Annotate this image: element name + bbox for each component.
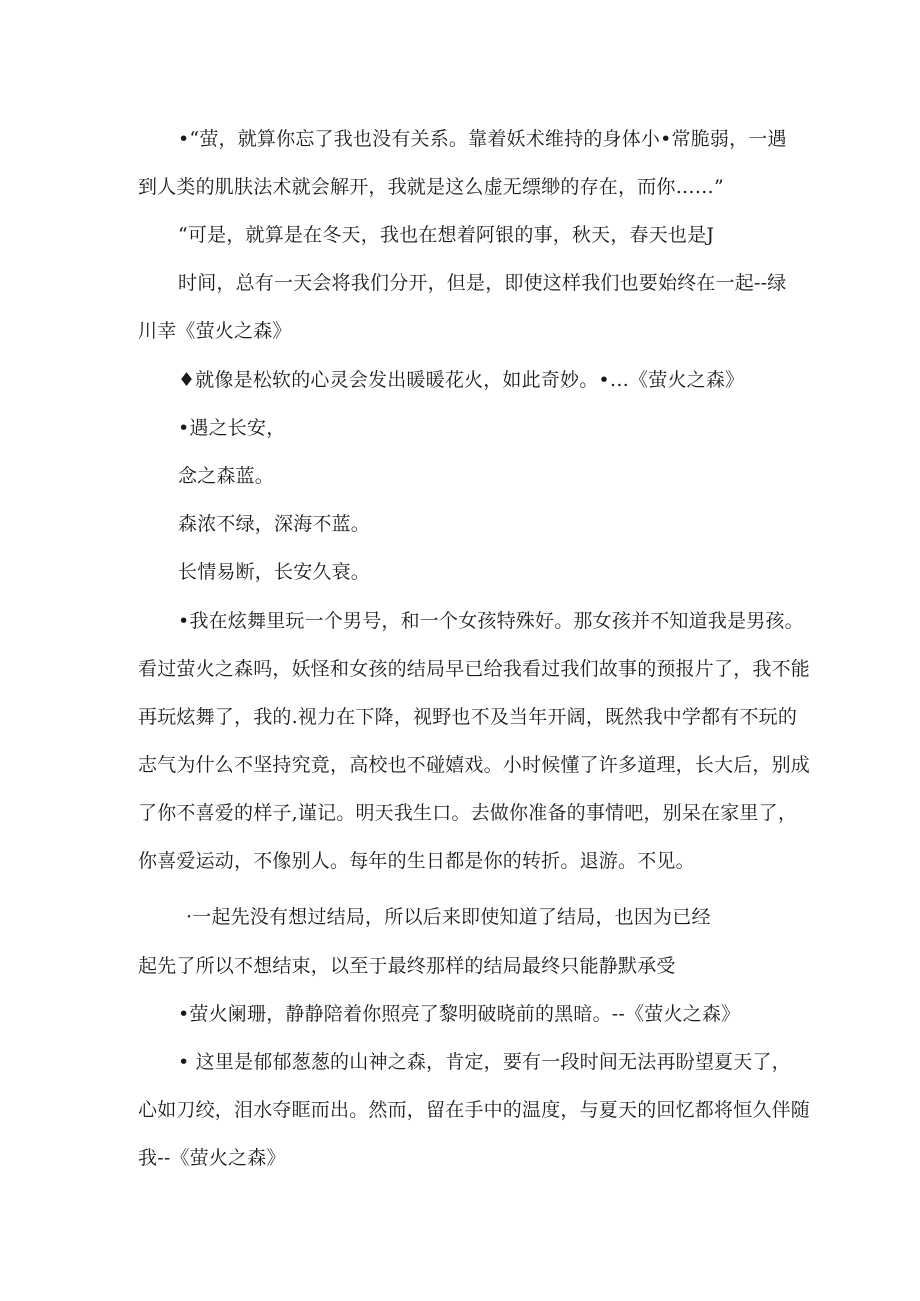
text-line-17: ·一起先没有想过结局，所以后来即使知道了结局，也因为已经 — [186, 906, 711, 928]
text-line-6: ♦就像是松软的心灵会发出暖暖花火，如此奇妙。•…《萤火之森》 — [178, 369, 745, 391]
text-line-16: 你喜爱运动，不像别人。每年的生日都是你的转折。退游。不见。 — [138, 850, 695, 872]
text-line-19: •萤火阑珊，静静陪着你照亮了黎明破晓前的黑暗。--《萤火之森》 — [178, 1003, 741, 1025]
text-line-12: 看过萤火之森吗，妖怪和女孩的结局早已给我看过我们故事的预报片了，我不能 — [138, 658, 811, 680]
text-line-9: 森浓不绿，深海不蓝。 — [178, 513, 371, 535]
text-line-18: 起先了所以不想结束，以至于最终那样的结局最终只能静默承受 — [138, 955, 676, 977]
text-line-7: •遇之长安， — [178, 417, 286, 439]
text-line-10: 长情易断，长安久衰。 — [178, 561, 371, 583]
text-line-5: 川幸《萤火之森》 — [138, 320, 292, 342]
text-line-20: • 这里是郁郁葱葱的山神之森，肯定，要有一段时间无法再盼望夏天了， — [178, 1051, 791, 1073]
text-line-1: •“萤，就算你忘了我也没有关系。靠着妖术维持的身体小•常脆弱，一遇 — [178, 128, 787, 150]
text-line-21: 心如刀绞，泪水夺眶而出。然而，留在手中的温度，与夏天的回忆都将恒久伴随 — [138, 1099, 811, 1121]
text-line-3: “可是，就算是在冬天，我也在想着阿银的事，秋天，春天也是J — [178, 224, 715, 246]
text-line-4: 时间，总有一天会将我们分开，但是，即使这样我们也要始终在一起--绿 — [178, 272, 787, 294]
text-line-13: 再玩炫舞了，我的.视力在下降，视野也不及当年开阔，既然我中学都有不玩的 — [138, 706, 798, 728]
text-line-15: 了你不喜爱的样子,谨记。明天我生口。去做你准备的事情吧，别呆在家里了， — [138, 802, 798, 824]
text-line-14: 志气为什么不坚持究竟，高校也不碰嬉戏。小时候懂了许多道理，长大后，别成 — [138, 754, 811, 776]
text-line-8: 念之森蓝。 — [178, 465, 275, 487]
text-line-2: 到人类的肌肤法术就会解开，我就是这么虚无缥缈的存在，而你……” — [138, 176, 724, 198]
text-line-22: 我--《萤火之森》 — [138, 1147, 286, 1169]
text-line-11: •我在炫舞里玩一个男号，和一个女孩特殊好。那女孩并不知道我是男孩。 — [178, 610, 804, 632]
